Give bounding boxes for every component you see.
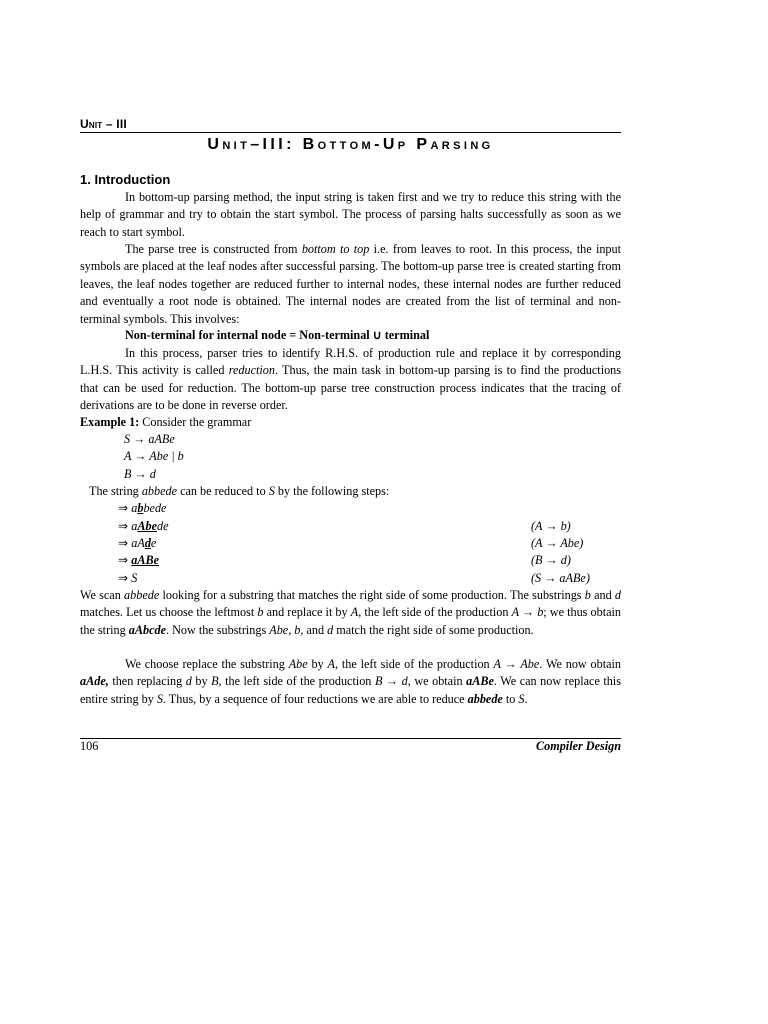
derives-arrow: ⇒ [118, 536, 129, 550]
grammar-rule: B → d [124, 467, 156, 481]
derivation-step: ⇒ abbede [118, 501, 167, 515]
section-heading: 1. Introduction [80, 172, 171, 187]
derives-arrow: ⇒ [118, 571, 129, 585]
derives-arrow: ⇒ [118, 519, 129, 533]
step-rule-note: (A → Abe) [531, 536, 584, 550]
paragraph-parse-tree: The parse tree is constructed from bottom to top i.e. from leaves to root. In this process, the input symbols are placed at the leaf nodes after successful parsing. The bottom-up parse tree is created starting from leaves, the leaf nodes together are reduced further to internal nodes, these internal nodes are further reduced and eventually a root node is obtained. The internal nodes are created from the list of terminal and non-terminal symbols. This involves: [80, 242, 621, 326]
derivation-step: ⇒ S [118, 571, 138, 585]
paragraph-intro: In bottom-up parsing method, the input string is taken first and we try to reduce this string with the help of grammar and try to obtain the start symbol. The process of parsing halts successfully as soon as we reach to start symbol. [80, 190, 621, 239]
chapter-title: Unit–III: Bottom-Up Parsing [207, 136, 494, 153]
book-title: Compiler Design [536, 739, 621, 753]
running-head: Unit – III [80, 117, 127, 131]
paragraph-conclusion: We choose replace the substring Abe by A, the left side of the production A → Abe. We now obtain aAde, then replacing d by B, the left side of the production B → d, we obtain aABe. We can now replace this entire string by S. Thus, by a sequence of four reductions we are able to reduce abbede to S. [80, 657, 622, 706]
formula-line: Non-terminal for internal node = Non-terminal ∪ terminal [125, 328, 430, 342]
step-rule-note: (B → d) [531, 553, 571, 567]
steps-intro: The string abbede can be reduced to S by the following steps: [89, 484, 390, 498]
derivation-step: ⇒ aAde [118, 536, 157, 550]
paragraph-scan: We scan abbede looking for a substring that matches the right side of some production. The substrings b and d matches. Let us choose the leftmost b and replace it by A, the left side of the production A → b; we thus obtain the string aAbcde. Now the substrings Abe, b, and d match the right side of some production. [80, 588, 622, 637]
page-number: 106 [80, 739, 99, 753]
derives-arrow: ⇒ [118, 501, 129, 515]
derives-arrow: ⇒ [118, 553, 129, 567]
step-rule-note: (A → b) [531, 519, 571, 533]
grammar-rule: S → aABe [124, 432, 175, 446]
step-rule-note: (S → aABe) [531, 571, 590, 585]
paragraph-reduction: In this process, parser tries to identify R.H.S. of production rule and replace it by corresponding L.H.S. This activity is called reduction. Thus, the main task in bottom-up parsing is to find the productions that can be used for reduction. The bottom-up parse tree construction process indicates that the tracing of derivations are to be done in reverse order. [80, 346, 622, 413]
example-heading: Example 1: Consider the grammar [80, 415, 252, 429]
derivation-step: ⇒ aABe [118, 553, 160, 567]
grammar-rule: A → Abe | b [124, 449, 184, 463]
derivation-step: ⇒ aAbede [118, 519, 169, 533]
